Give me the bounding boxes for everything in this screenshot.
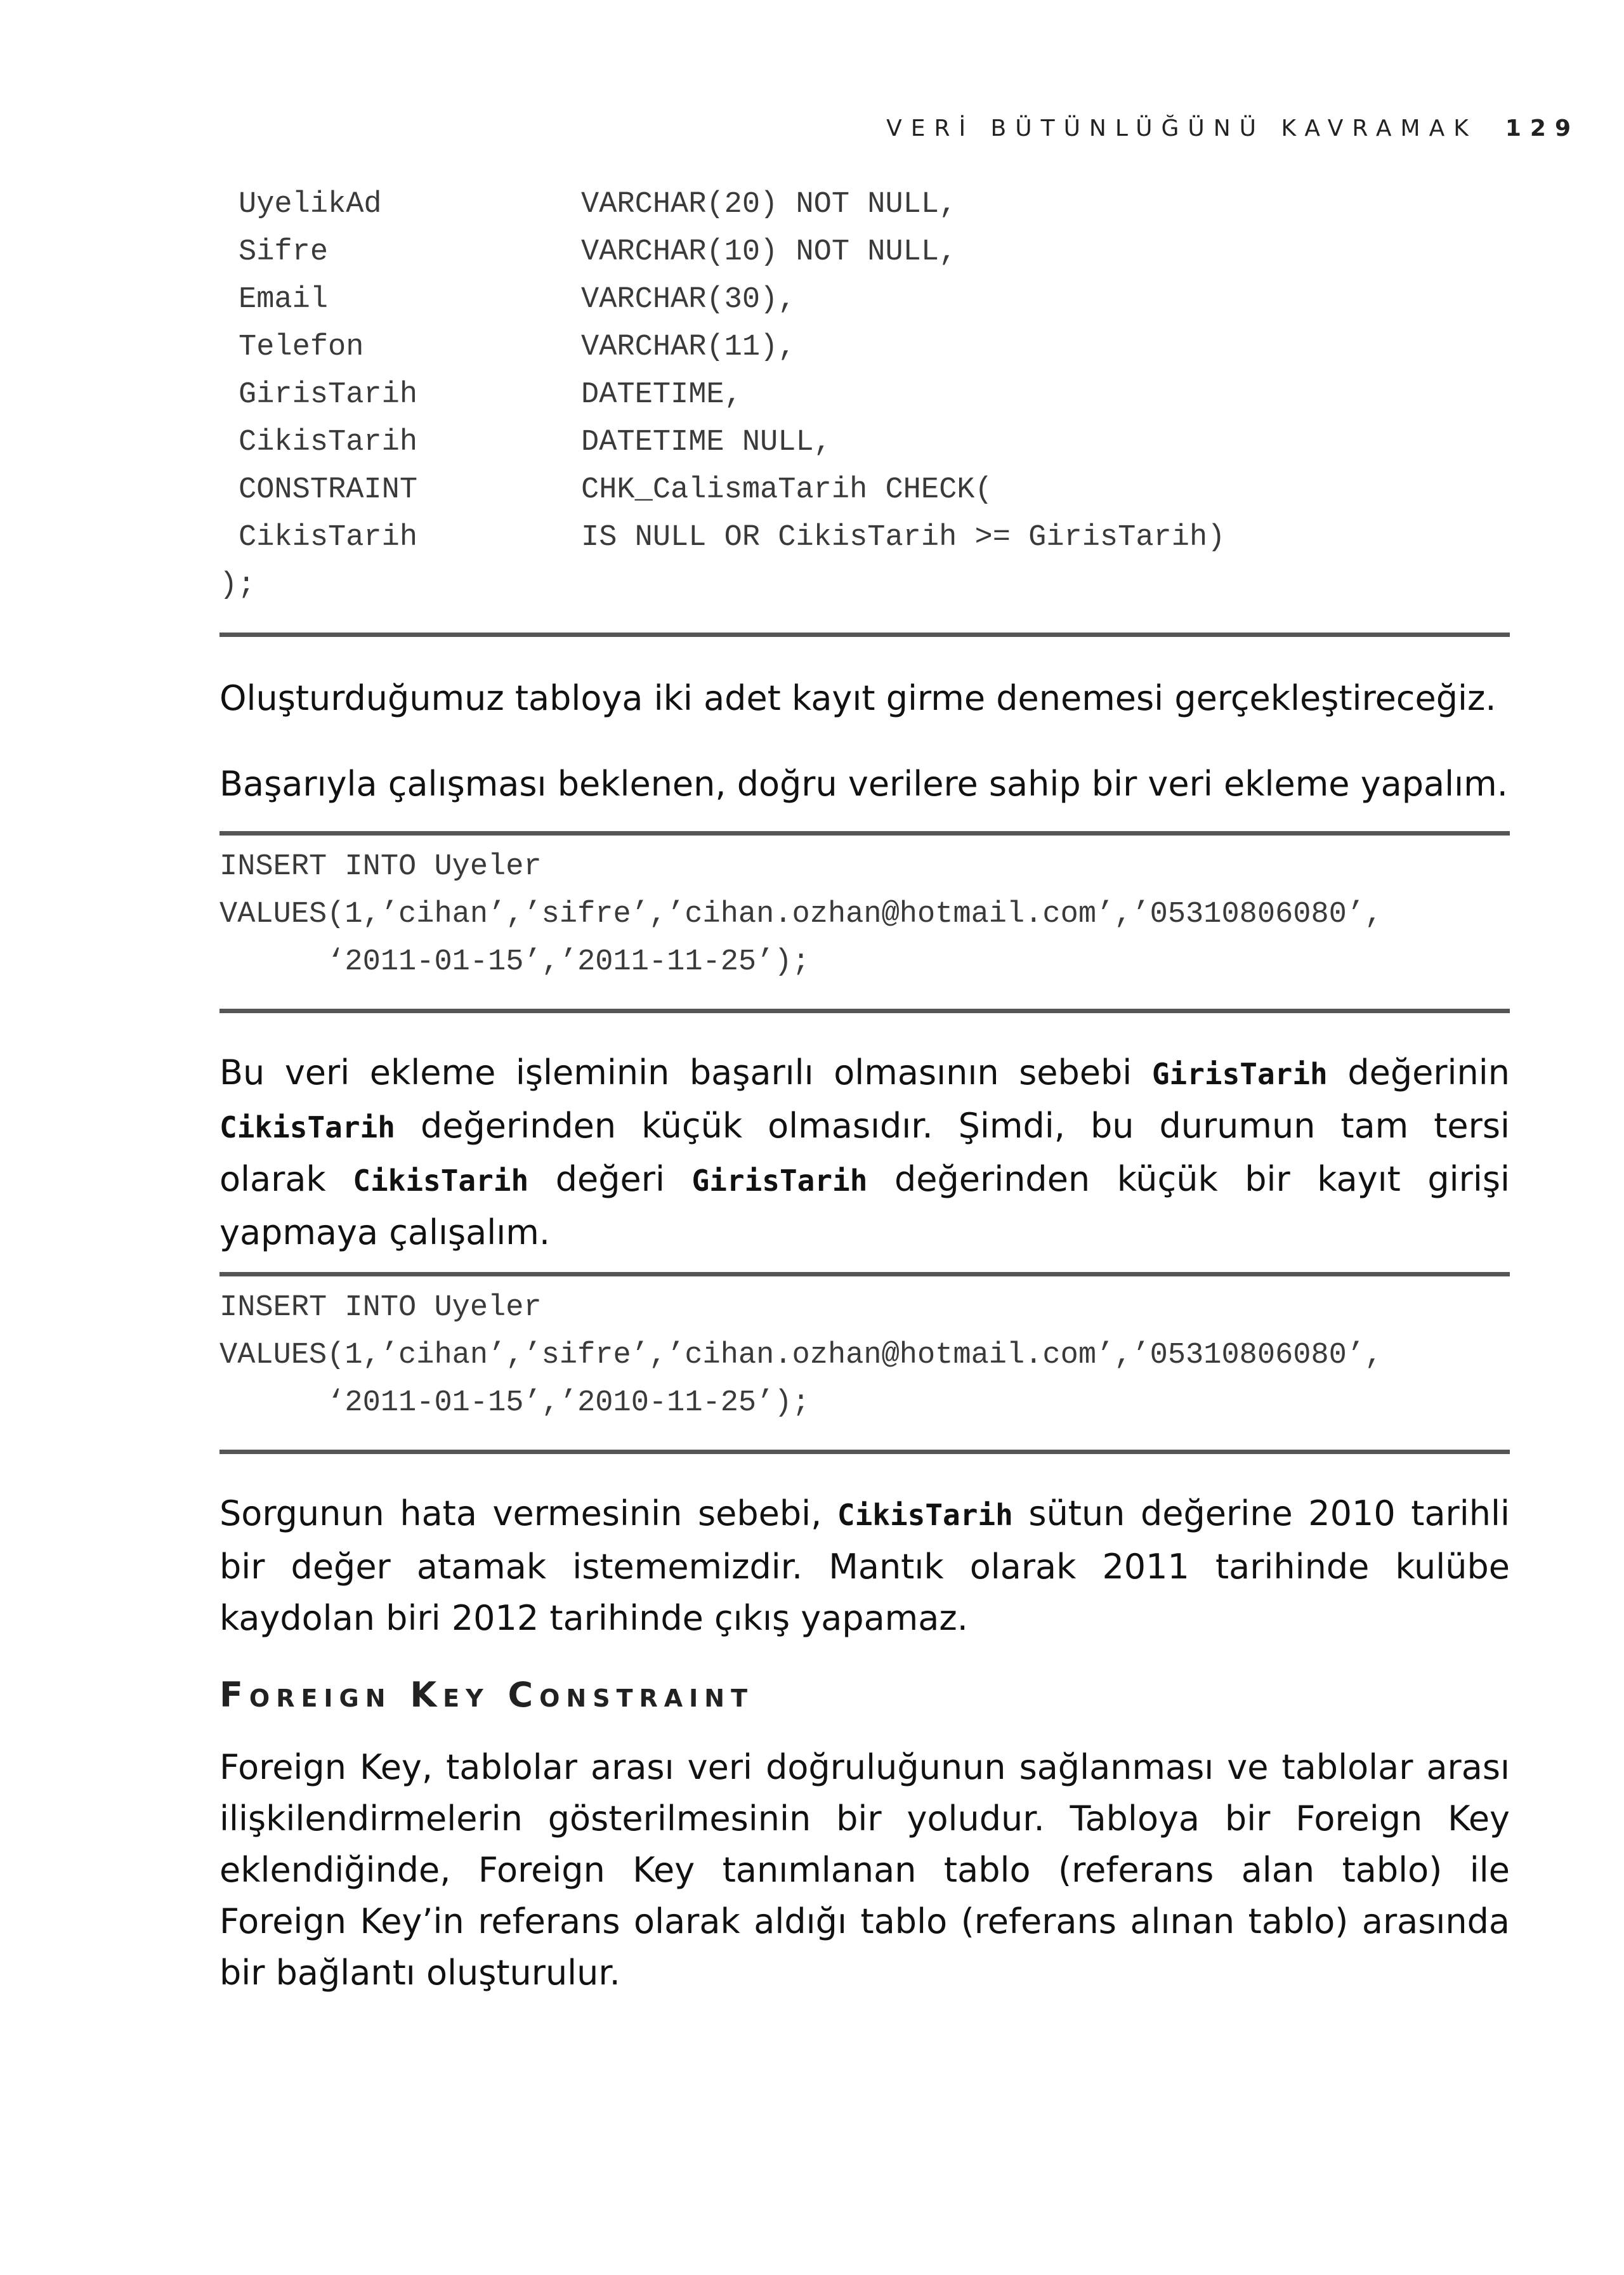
code-row xyxy=(219,568,1510,616)
code-block-insert-valid xyxy=(219,850,1510,993)
text-run: sütun değerine 2010 tarihli bir değer atamak istememizdir. Mantık olarak 2011 tarihinde kulübe kaydolan biri 2012 tarihinde çıkış yapamaz. xyxy=(219,1493,1510,1638)
running-header xyxy=(121,115,1580,141)
code-column-name: Sifre xyxy=(239,235,329,269)
code-column-name: Telefon xyxy=(239,331,364,364)
section-heading: Foreign Key Constraint xyxy=(219,1675,754,1715)
running-title: VERİ BÜTÜNLÜĞÜNÜ KAVRAMAK xyxy=(886,115,1477,141)
text-run: değeri xyxy=(528,1159,692,1199)
text-run: Sorgunun hata vermesinin sebebi, xyxy=(219,1493,837,1533)
code-column-type: CHK_CalismaTarih CHECK( xyxy=(581,473,993,507)
inline-code: CikisTarih xyxy=(837,1498,1013,1532)
code-row xyxy=(219,283,1510,331)
paragraph-text xyxy=(219,1047,1510,1258)
code-line: ‘2011-01-15’,’2010-11-25’); xyxy=(219,1386,810,1420)
code-column-name: CikisTarih xyxy=(239,426,418,459)
code-column-type: VARCHAR(10) NOT NULL, xyxy=(581,235,957,269)
paragraph-text: Oluşturduğumuz tabloya iki adet kayıt girme denemesi gerçekleştireceğiz. xyxy=(219,678,1496,718)
paragraph-explanation xyxy=(219,1047,1510,1258)
paragraph-error-reason xyxy=(219,1488,1510,1644)
code-divider xyxy=(219,1272,1510,1276)
code-divider xyxy=(219,633,1510,637)
text-run: Bu veri ekleme işleminin başarılı olmasının sebebi xyxy=(219,1052,1152,1092)
paragraph-foreign-key xyxy=(219,1741,1510,1998)
code-column-name: UyelikAd xyxy=(239,188,382,221)
text-run: değerinden küçük olmasıdır. Şimdi, bu durumun tam tersi olarak xyxy=(219,1106,1510,1199)
inline-code: CikisTarih xyxy=(219,1110,395,1144)
code-column-type: VARCHAR(11), xyxy=(581,331,796,364)
code-row xyxy=(219,473,1510,521)
code-block-insert-invalid xyxy=(219,1291,1510,1434)
code-row xyxy=(219,331,1510,378)
code-column-name: Email xyxy=(239,283,329,317)
code-closing: ); xyxy=(219,568,256,602)
code-column-name: GirisTarih xyxy=(239,378,418,412)
paragraph-success xyxy=(219,758,1510,810)
code-row xyxy=(219,188,1510,235)
paragraph-text: Başarıyla çalışması beklenen, doğru verilere sahip bir veri ekleme yapalım. xyxy=(219,764,1508,804)
code-line: ‘2011-01-15’,’2011-11-25’); xyxy=(219,945,810,979)
code-line: VALUES(1,’cihan’,’sifre’,’cihan.ozhan@hotmail.com’,’05310806080’, xyxy=(219,1339,1383,1372)
code-line: INSERT INTO Uyeler xyxy=(219,1291,542,1325)
code-row xyxy=(219,426,1510,473)
inline-code: CikisTarih xyxy=(353,1164,529,1198)
code-column-name: CikisTarih xyxy=(239,521,418,554)
page-number: 129 xyxy=(1505,115,1580,141)
code-divider xyxy=(219,831,1510,836)
code-divider xyxy=(219,1450,1510,1454)
text-run: değerinin xyxy=(1327,1052,1510,1092)
paragraph-text: Foreign Key, tablolar arası veri doğruluğunun sağlanması ve tablolar arası ilişkilendirmelerin gösterilmesinin bir yoludur. Tabloya bir Foreign Key eklendiğinde, Foreign Key tanımlanan tablo (referans alan tablo) ile Foreign Key’in referans olarak aldığı tablo (referans alınan tablo) arasında bir bağlantı oluşturulur. xyxy=(219,1747,1510,1993)
paragraph-intro xyxy=(219,672,1510,724)
code-column-type: DATETIME, xyxy=(581,378,742,412)
code-divider xyxy=(219,1009,1510,1013)
code-column-type: DATETIME NULL, xyxy=(581,426,832,459)
code-line: INSERT INTO Uyeler xyxy=(219,850,542,884)
code-row xyxy=(219,235,1510,283)
code-row xyxy=(219,521,1510,568)
code-column-type: IS NULL OR CikisTarih >= GirisTarih) xyxy=(581,521,1226,554)
text-run: değerinden küçük bir kayıt girişi yapmaya çalışalım. xyxy=(219,1159,1510,1252)
code-column-name: CONSTRAINT xyxy=(239,473,418,507)
code-column-type: VARCHAR(30), xyxy=(581,283,796,317)
code-line: VALUES(1,’cihan’,’sifre’,’cihan.ozhan@hotmail.com’,’05310806080’, xyxy=(219,898,1383,931)
inline-code: GirisTarih xyxy=(691,1164,868,1198)
paragraph-text xyxy=(219,1488,1510,1644)
code-column-type: VARCHAR(20) NOT NULL, xyxy=(581,188,957,221)
inline-code: GirisTarih xyxy=(1151,1057,1328,1091)
code-block-create-table xyxy=(219,188,1510,616)
code-row xyxy=(219,378,1510,426)
